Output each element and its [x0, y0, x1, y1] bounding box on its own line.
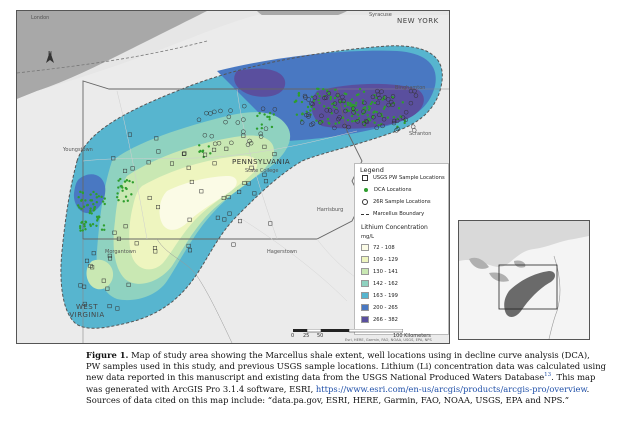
dca-location-marker	[98, 195, 100, 197]
dca-location-marker	[398, 107, 400, 109]
color-swatch	[361, 292, 369, 299]
dca-location-marker	[351, 120, 353, 122]
caption-text: Map of study area showing the Marcellus shale extent, well locations using in decline curve analysis (DCA), PW samples used in this study, and previous USGS sample locations. Lithium (Li) concentration data was calculated using new data reported in this manuscript and existing data from the USGS National Produced Waters Database	[86, 350, 606, 383]
dca-location-marker	[100, 196, 102, 198]
inset-canvas	[459, 221, 589, 339]
dca-location-marker	[202, 149, 204, 151]
label-hagerstown: Hagerstown	[267, 249, 298, 255]
legend-label: USGS PW Sample Locations	[373, 175, 445, 181]
north-arrow-icon	[45, 51, 55, 65]
dca-location-marker	[125, 187, 127, 189]
dca-location-marker	[79, 229, 81, 231]
dca-location-marker	[93, 209, 95, 211]
dca-location-marker	[132, 181, 134, 183]
scale-tick: 50	[317, 333, 324, 339]
dca-location-marker	[345, 93, 347, 95]
dca-location-marker	[268, 116, 270, 118]
color-swatch	[361, 280, 369, 287]
dca-location-marker	[261, 127, 263, 129]
dca-location-marker	[298, 94, 300, 96]
legend-item-dca	[361, 187, 411, 193]
dca-location-marker	[393, 116, 395, 118]
dca-location-marker	[82, 191, 84, 193]
dca-location-marker	[268, 118, 270, 120]
scale-bar-graphic	[293, 329, 403, 334]
label-syracuse: Syracuse	[369, 12, 392, 18]
color-swatch	[361, 244, 369, 251]
study-area-map	[16, 10, 450, 344]
legend-title: Legend	[360, 166, 384, 174]
dca-location-marker	[208, 145, 210, 147]
dca-location-marker	[203, 156, 205, 158]
dca-location-marker	[387, 116, 389, 118]
dca-location-marker	[372, 111, 374, 113]
scale-tick: 0	[291, 333, 295, 339]
dca-location-marker	[78, 206, 80, 208]
dca-location-marker	[82, 229, 84, 231]
dca-location-marker	[92, 191, 94, 193]
dca-location-marker	[95, 193, 97, 195]
label-youngstown: Youngstown	[63, 147, 93, 153]
label-pennsylvania: PENNSYLVANIA	[232, 158, 291, 166]
legend-item-26r	[361, 199, 431, 205]
dca-location-marker	[317, 99, 319, 101]
dca-location-marker	[373, 122, 375, 124]
dca-location-marker	[307, 106, 309, 108]
figure-label: Figure 1.	[86, 350, 129, 360]
dca-location-marker	[90, 199, 92, 201]
north-arrow	[45, 51, 55, 57]
dca-location-marker	[301, 112, 303, 114]
label-scranton: Scranton	[409, 131, 432, 137]
dca-location-marker	[117, 186, 119, 188]
dca-location-marker	[117, 179, 119, 181]
legend-ramp-label: 130 - 141	[373, 268, 398, 275]
dca-location-marker	[198, 151, 200, 153]
dashed-line-icon	[361, 214, 369, 215]
scale-tick: 25	[303, 333, 310, 339]
green-dot-icon	[364, 188, 368, 192]
legend-ramp-label: 163 - 199	[373, 292, 398, 299]
dca-location-marker	[86, 204, 88, 206]
dca-location-marker	[316, 93, 318, 95]
dca-location-marker	[269, 112, 271, 114]
dca-location-marker	[116, 196, 118, 198]
dca-location-marker	[318, 95, 320, 97]
dca-location-marker	[356, 94, 358, 96]
dca-location-marker	[330, 96, 332, 98]
dca-location-marker	[403, 122, 405, 124]
dca-location-marker	[89, 207, 91, 209]
legend-ramp-item	[361, 244, 395, 251]
dca-location-marker	[334, 122, 336, 124]
dca-location-marker	[370, 103, 372, 105]
legend-ramp-label: 72 - 108	[373, 244, 395, 251]
dca-location-marker	[90, 225, 92, 227]
dca-location-marker	[97, 218, 99, 220]
dca-location-marker	[123, 200, 125, 202]
dca-location-marker	[328, 122, 330, 124]
dca-location-marker	[92, 223, 94, 225]
caption-text: . Sources of data cited on this map include: “data.pa.gov, ESRI, HERE, Garmin, FAO, NOAA, USGS, EPA and NPS.”	[86, 383, 590, 405]
dca-location-marker	[209, 152, 211, 154]
dca-location-marker	[116, 192, 118, 194]
dca-location-marker	[363, 91, 365, 93]
figure-caption	[86, 350, 606, 406]
legend-ramp-item	[361, 292, 398, 299]
dca-location-marker	[258, 112, 260, 114]
label-london: London	[31, 15, 50, 21]
dca-location-marker	[334, 89, 336, 91]
dca-location-marker	[83, 223, 85, 225]
dca-location-marker	[383, 108, 385, 110]
dca-location-marker	[84, 228, 86, 230]
legend-ramp-title: Lithium Concentration	[361, 224, 428, 231]
dca-location-marker	[368, 109, 370, 111]
map-attribution: Esri, HERE, Garmin, FAO, NOAA, USGS, EPA, NPS	[345, 338, 432, 342]
color-swatch	[361, 268, 369, 275]
dca-location-marker	[98, 215, 100, 217]
legend-label: DCA Locations	[374, 187, 412, 193]
dca-location-marker	[333, 106, 335, 108]
dca-location-marker	[127, 200, 129, 202]
dca-location-marker	[355, 104, 357, 106]
legend-ramp-item	[361, 304, 398, 311]
dca-location-marker	[104, 203, 106, 205]
legend-ramp-label: 200 - 265	[373, 304, 398, 311]
label-binghamton: Binghamton	[395, 85, 426, 91]
legend-item-usgs	[361, 175, 445, 181]
dca-location-marker	[77, 204, 79, 206]
dca-location-marker	[359, 88, 361, 90]
dca-location-marker	[79, 227, 81, 229]
dca-location-marker	[89, 212, 91, 214]
legend-ramp-item	[361, 256, 398, 263]
label-harrisburg: Harrisburg	[317, 207, 344, 213]
legend-label: 26R Sample Locations	[373, 199, 431, 205]
color-swatch	[361, 316, 369, 323]
dca-location-marker	[347, 104, 349, 106]
inset-locator-map	[458, 220, 590, 340]
label-state-college: State College	[245, 168, 279, 174]
dca-location-marker	[356, 109, 358, 111]
dca-location-marker	[357, 114, 359, 116]
circle-outline-icon	[362, 199, 368, 205]
dca-location-marker	[295, 99, 297, 101]
scale-bar	[287, 329, 442, 343]
dca-location-marker	[301, 101, 303, 103]
scale-tick: 100 Kilometers	[393, 333, 431, 339]
dca-location-marker	[95, 225, 97, 227]
dca-location-marker	[317, 88, 319, 90]
dca-location-marker	[355, 102, 357, 104]
legend-ramp-label: 266 - 382	[373, 316, 398, 323]
dca-location-marker	[81, 199, 83, 201]
dca-location-marker	[92, 203, 94, 205]
dca-location-marker	[271, 126, 273, 128]
legend-ramp-item	[361, 268, 398, 275]
color-swatch	[361, 304, 369, 311]
dca-location-marker	[84, 220, 86, 222]
dca-location-marker	[121, 190, 123, 192]
dca-location-marker	[367, 114, 369, 116]
dca-location-marker	[91, 212, 93, 214]
dca-location-marker	[80, 208, 82, 210]
dca-location-marker	[124, 180, 126, 182]
label-new-york: NEW YORK	[397, 17, 439, 25]
dca-location-marker	[84, 199, 86, 201]
dca-location-marker	[369, 119, 371, 121]
dca-location-marker	[296, 113, 298, 115]
dca-location-marker	[318, 102, 320, 104]
dca-location-marker	[256, 127, 258, 129]
label-morgantown: Morgantown	[105, 249, 137, 255]
legend-ramp-item	[361, 280, 398, 287]
dca-location-marker	[309, 109, 311, 111]
dca-location-marker	[353, 104, 355, 106]
dca-location-marker	[322, 88, 324, 90]
dca-location-marker	[103, 229, 105, 231]
dca-location-marker	[351, 115, 353, 117]
dca-location-marker	[344, 105, 346, 107]
dca-location-marker	[323, 105, 325, 107]
dca-location-marker	[298, 92, 300, 94]
dca-location-marker	[342, 117, 344, 119]
dca-location-marker	[101, 229, 103, 231]
map-legend	[354, 163, 449, 335]
label-west-virginia: WEST VIRGINIA	[69, 303, 105, 319]
dca-location-marker	[338, 122, 340, 124]
dca-location-marker	[128, 180, 130, 182]
legend-ramp-item	[361, 316, 398, 323]
dca-location-marker	[102, 200, 104, 202]
dca-location-marker	[130, 193, 132, 195]
dca-location-marker	[368, 105, 370, 107]
color-swatch	[361, 256, 369, 263]
dca-location-marker	[261, 123, 263, 125]
dca-location-marker	[358, 117, 360, 119]
dca-location-marker	[263, 113, 265, 115]
dca-location-marker	[80, 222, 82, 224]
dca-location-marker	[328, 92, 330, 94]
dca-location-marker	[79, 191, 81, 193]
dca-location-marker	[104, 197, 106, 199]
dca-location-marker	[364, 106, 366, 108]
dca-location-marker	[351, 98, 353, 100]
dca-location-marker	[376, 111, 378, 113]
dca-location-marker	[273, 113, 275, 115]
dca-location-marker	[315, 119, 317, 121]
dca-location-marker	[347, 119, 349, 121]
reference-superscript[interactable]: 13	[544, 372, 552, 379]
legend-item-boundary	[361, 211, 424, 217]
dca-location-marker	[83, 225, 85, 227]
legend-ramp-label: 142 - 162	[373, 280, 398, 287]
dca-location-marker	[256, 115, 258, 117]
legend-ramp-label: 109 - 129	[373, 256, 398, 263]
dca-location-marker	[266, 116, 268, 118]
dca-location-marker	[83, 206, 85, 208]
dca-location-marker	[198, 144, 200, 146]
dca-location-marker	[103, 224, 105, 226]
dca-location-marker	[349, 102, 351, 104]
dca-location-marker	[96, 201, 98, 203]
dca-location-marker	[327, 118, 329, 120]
esri-url-link[interactable]: https://www.esri.com/en-us/arcgis/products/arcgis-pro/overview	[315, 383, 587, 394]
dca-location-marker	[313, 108, 315, 110]
dca-location-marker	[329, 98, 331, 100]
dca-location-marker	[125, 196, 127, 198]
square-outline-icon	[362, 175, 368, 181]
caption-text: . This map was generated with ArcGIS Pro 3.1.4 software, ESRI,	[86, 372, 596, 394]
dca-location-marker	[89, 210, 91, 212]
dca-location-marker	[77, 196, 79, 198]
dca-location-marker	[348, 110, 350, 112]
legend-label: Marcellus Boundary	[373, 211, 425, 217]
legend-ramp-unit: mg/L	[361, 234, 374, 240]
dca-location-marker	[402, 101, 404, 103]
dca-location-marker	[89, 193, 91, 195]
dca-location-marker	[347, 102, 349, 104]
dca-location-marker	[120, 185, 122, 187]
dca-location-marker	[117, 199, 119, 201]
dca-location-marker	[334, 97, 336, 99]
